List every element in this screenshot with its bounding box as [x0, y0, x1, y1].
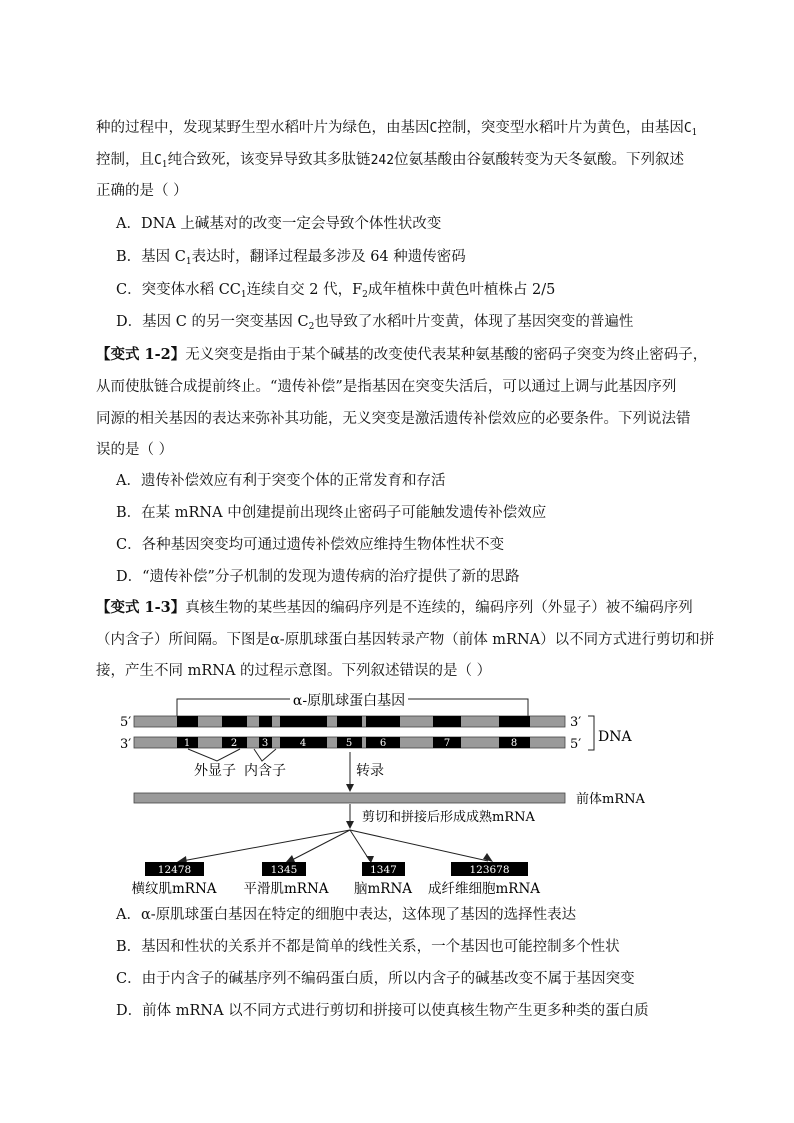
q3-stem-line-3: 接，产生不同 mRNA 的过程示意图。下列叙述错误的是（ ）: [96, 663, 492, 679]
pre-mrna-label: 前体mRNA: [576, 792, 645, 807]
q2-option-a: A．遗传补偿效应有利于突变个体的正常发育和存活: [116, 473, 446, 489]
exon-callout-lines: [188, 749, 240, 761]
q1-stem-line-1: 种的过程中，发现某野生型水稻叶片为绿色，由基因C控制，突变型水稻叶片为黄色，由基因$C_1$: [96, 120, 698, 138]
q1-stem-line-3: 正确的是（ ）: [96, 183, 188, 199]
q2-tag: 【变式 1-2】: [96, 346, 186, 363]
q1-option-a: A．DNA 上碱基对的改变一定会导致个体性状改变: [116, 216, 442, 232]
exon-number: 5: [345, 738, 353, 749]
q2-option-d: D．“遗传补偿”分子机制的发现为遗传病的治疗提供了新的思路: [116, 569, 520, 585]
exon-number: 3: [261, 738, 269, 749]
intron-label: 内含子: [244, 763, 286, 779]
q2-option-c: C．各种基因突变均可通过遗传补偿效应维持生物体性状不变: [116, 537, 505, 553]
gene-label: α-原肌球蛋白基因: [292, 693, 406, 709]
exon-number: 7: [443, 738, 451, 749]
splice-arrowhead: [346, 821, 354, 829]
q1-option-b: B．基因 $C_1$表达时，翻译过程最多涉及 64 种遗传密码: [116, 249, 466, 267]
strand2-5prime: 5′: [570, 737, 582, 752]
exon-number: 1: [183, 738, 191, 749]
exon-number: 6: [379, 738, 387, 749]
splice-label: 剪切和拼接后形成成熟mRNA: [362, 810, 535, 825]
q3-option-b: B．基因和性状的关系并不都是简单的线性关系，一个基因也可能控制多个性状: [116, 939, 620, 955]
product-name-smooth: 平滑肌mRNA: [243, 881, 329, 897]
q3-tag: 【变式 1-3】: [96, 599, 186, 616]
product-code-striated: 12478: [157, 864, 192, 876]
q3-option-d: D．前体 mRNA 以不同方式进行剪切和拼接可以使真核生物产生更多种类的蛋白质: [116, 1003, 649, 1019]
q2-stem-line-3: 同源的相关基因的表达来弥补其功能，无义突变是激活遗传补偿效应的必要条件。下列说法错: [96, 411, 691, 427]
dna-bracket: [588, 716, 594, 750]
dna-label: DNA: [598, 729, 632, 745]
intron-callout-lines: [254, 749, 276, 761]
transcribe-label: 转录: [356, 763, 384, 779]
q3-stem-line-1: 【变式 1-3】真核生物的某些基因的编码序列是不连续的，编码序列（外显子）被不编码序列: [96, 599, 693, 616]
product-name-fibroblast: 成纤维细胞mRNA: [427, 881, 541, 897]
pre-mrna-bar: [134, 793, 565, 803]
exon-number: 2: [230, 738, 238, 749]
product-code-brain: 1347: [370, 864, 397, 876]
product-code-fibroblast: 123678: [469, 864, 510, 876]
product-code-smooth: 1345: [270, 864, 298, 876]
exon-number: 4: [299, 738, 307, 749]
q2-stem-line-2: 从而使肽链合成提前终止。“遗传补偿”是指基因在突变失活后，可以通过上调与此基因序列: [96, 379, 677, 395]
product-name-brain: 脑mRNA: [353, 881, 413, 897]
exon-label: 外显子: [194, 763, 236, 779]
q2-stem-line-4: 误的是（ ）: [96, 442, 174, 458]
strand2-3prime: 3′: [120, 737, 132, 752]
q1-option-c: C．突变体水稻 $CC_1$连续自交 2 代，$F_2$成年植株中黄色叶植株占 2/5: [116, 282, 556, 300]
q1-option-d: D．基因 C 的另一突变基因 $C_2$也导致了水稻叶片变黄，体现了基因突变的普遍性: [116, 314, 634, 332]
strand1-3prime: 3′: [570, 715, 582, 730]
q3-option-c: C．由于内含子的碱基序列不编码蛋白质，所以内含子的碱基改变不属于基因突变: [116, 971, 635, 987]
branch-arrowheads: [177, 853, 493, 864]
q3-option-a: A．α-原肌球蛋白基因在特定的细胞中表达，这体现了基因的选择性表达: [116, 907, 577, 923]
strand1-5prime: 5′: [120, 715, 132, 730]
product-name-striated: 横纹肌mRNA: [131, 881, 217, 897]
q1-stem-line-2: 控制，且$C_1$纯合致死，该变异导致其多肽链242位氨基酸由谷氨酸转变为天冬氨酸。下列叙述: [96, 152, 685, 170]
q2-option-b: B．在某 mRNA 中创建提前出现终止密码子可能触发遗传补偿效应: [116, 505, 547, 521]
transcribe-arrowhead: [346, 784, 354, 792]
exon-number: 8: [510, 738, 518, 749]
q3-stem-line-2: （内含子）所间隔。下图是α-原肌球蛋白基因转录产物（前体 mRNA）以不同方式进行剪切和拼: [96, 632, 715, 648]
branch-arrows: [182, 830, 488, 861]
q2-stem-line-1: 【变式 1-2】无义突变是指由于某个碱基的改变使代表某种氨基酸的密码子突变为终止密码子，: [96, 346, 708, 363]
